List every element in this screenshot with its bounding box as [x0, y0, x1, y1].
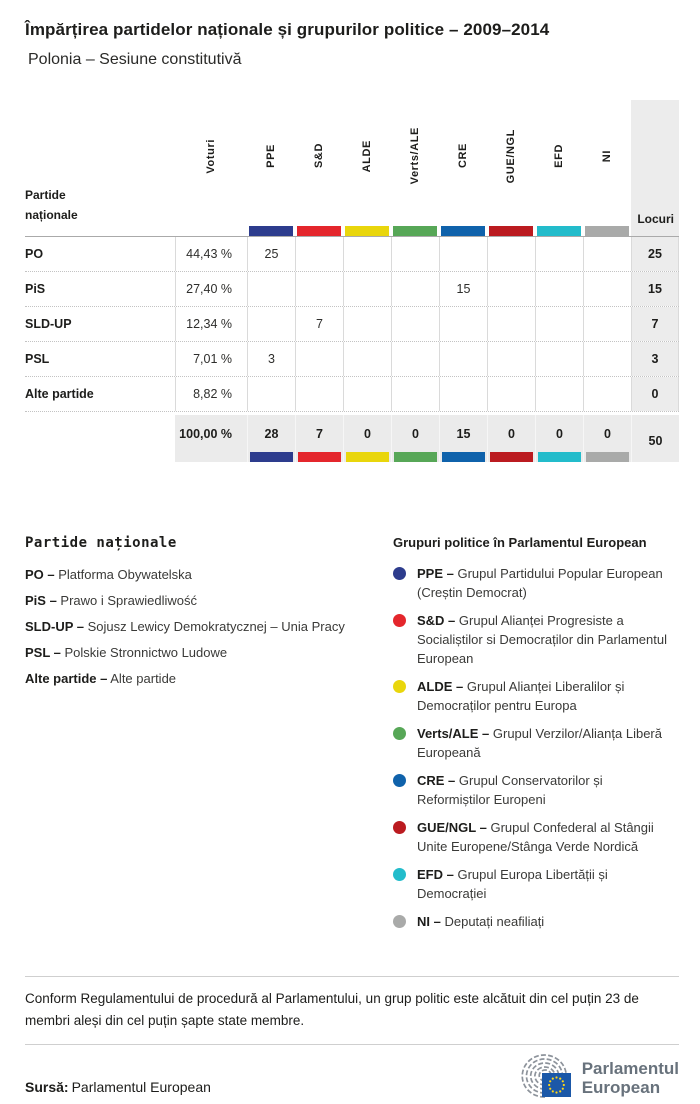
total-group-cell-ppe: 28 [247, 415, 295, 462]
group-seats-cell [535, 272, 583, 306]
group-seats-cell [487, 272, 535, 306]
total-seats-cell: 0 [631, 377, 679, 411]
group-color-bar-gue-ngl [489, 226, 533, 236]
group-column-header-ni: NI [583, 100, 631, 236]
seats-column-header: Locuri [631, 100, 679, 236]
ppe-color-dot-icon [393, 567, 406, 580]
group-seats-cell [439, 377, 487, 411]
group-color-bar-alde [346, 452, 389, 462]
votes-cell: 27,40 % [175, 272, 247, 306]
total-group-cell-efd: 0 [535, 415, 583, 462]
group-seats-cell [343, 377, 391, 411]
votes-cell: 8,82 % [175, 377, 247, 411]
total-group-cell-alde: 0 [343, 415, 391, 462]
group-seats-cell [583, 342, 631, 376]
group-seats-cell [343, 272, 391, 306]
group-color-bar-verts-ale [394, 452, 437, 462]
group-column-header-gue-ngl: GUE/NGL [487, 100, 535, 236]
party-column-header: Partide naționale [25, 188, 78, 222]
ni-color-dot-icon [393, 915, 406, 928]
table-total-row [25, 415, 679, 462]
party-name-cell: SLD-UP [25, 317, 72, 331]
table-row-psl [25, 342, 679, 377]
group-seats-cell [391, 342, 439, 376]
political-groups-legend-heading: Grupuri politice în Parlamentul European [393, 535, 647, 550]
legend-item-gue-ngl: GUE/NGL – Grupul Confederal al Stângii Unite Europene/Stânga Verde Nordică [393, 818, 679, 856]
group-seats-cell [343, 307, 391, 341]
legend-item-psl: PSL – Polskie Stronnictwo Ludowe [25, 645, 228, 660]
group-seats-cell [535, 237, 583, 271]
party-name-cell: Alte partide [25, 387, 94, 401]
legend-item-verts-ale: Verts/ALE – Grupul Verzilor/Alianța Liberă Europeană [393, 724, 679, 762]
group-seats-cell [439, 307, 487, 341]
group-seats-cell [343, 342, 391, 376]
group-seats-cell: 7 [295, 307, 343, 341]
cre-color-dot-icon [393, 774, 406, 787]
total-seats-sum-cell: 50 [631, 415, 679, 462]
legend-item-cre: CRE – Grupul Conservatorilor și Reformiștilor Europeni [393, 771, 679, 809]
group-column-header-alde: ALDE [343, 100, 391, 236]
total-seats-cell: 7 [631, 307, 679, 341]
group-seats-cell [295, 377, 343, 411]
group-seats-cell [391, 272, 439, 306]
group-seats-cell [487, 342, 535, 376]
votes-column-header: Voturi [205, 138, 217, 174]
ep-logo-wordmark: Parlamentul European [581, 1059, 679, 1097]
group-seats-cell [583, 307, 631, 341]
votes-cell: 44,43 % [175, 237, 247, 271]
group-seats-cell [391, 307, 439, 341]
total-seats-cell: 3 [631, 342, 679, 376]
votes-cell: 7,01 % [175, 342, 247, 376]
group-color-bar-ppe [250, 452, 293, 462]
group-color-bar-ni [585, 226, 629, 236]
legend-section [25, 535, 679, 940]
total-seats-cell: 25 [631, 237, 679, 271]
group-seats-cell [439, 237, 487, 271]
seats-table [25, 100, 679, 462]
table-row-alte-partide [25, 377, 679, 412]
source-text: Sursă: Parlamentul European [25, 1079, 211, 1095]
total-group-cell-cre: 15 [439, 415, 487, 462]
party-name-cell: PiS [25, 282, 46, 296]
group-seats-cell: 3 [247, 342, 295, 376]
footnote-divider-bottom [25, 1044, 679, 1045]
group-seats-cell [295, 272, 343, 306]
group-seats-cell [535, 307, 583, 341]
group-seats-cell: 15 [439, 272, 487, 306]
legend-item-pis: PiS – Prawo i Sprawiedliwość [25, 593, 197, 608]
table-row-sld-up [25, 307, 679, 342]
group-color-bar-gue-ngl [490, 452, 533, 462]
group-seats-cell: 25 [247, 237, 295, 271]
political-groups-legend [393, 535, 679, 940]
group-color-bar-ni [586, 452, 629, 462]
group-seats-cell [391, 377, 439, 411]
group-column-header-ppe: PPE [247, 100, 295, 236]
footnote-text: Conform Regulamentului de procedură al Parlamentului, un grup politic este alcătuit din cel puțin 23 de membri aleși din cel puțin șapte state membre. [25, 991, 639, 1028]
group-color-bar-sd [297, 226, 341, 236]
group-seats-cell [343, 237, 391, 271]
group-seats-cell [535, 342, 583, 376]
group-seats-cell [247, 377, 295, 411]
legend-item-sd: S&D – Grupul Alianței Progresiste a Socialiștilor si Democraților din Parlamentul European [393, 611, 679, 668]
group-color-bar-verts-ale [393, 226, 437, 236]
total-group-cell-gue-ngl: 0 [487, 415, 535, 462]
total-group-cell-ni: 0 [583, 415, 631, 462]
ep-hemicycle-icon [509, 1052, 573, 1104]
alde-color-dot-icon [393, 680, 406, 693]
table-header-row [25, 100, 679, 237]
group-column-header-cre: CRE [439, 100, 487, 236]
sd-color-dot-icon [393, 614, 406, 627]
group-seats-cell [487, 237, 535, 271]
group-color-bar-cre [442, 452, 485, 462]
legend-item-ppe: PPE – Grupul Partidului Popular European (Creștin Democrat) [393, 564, 679, 602]
verts-ale-color-dot-icon [393, 727, 406, 740]
total-seats-cell: 15 [631, 272, 679, 306]
legend-item-ni: NI – Deputați neafiliați [393, 912, 679, 931]
group-color-bar-sd [298, 452, 341, 462]
table-row-po [25, 237, 679, 272]
votes-cell: 12,34 % [175, 307, 247, 341]
page-subtitle: Polonia – Sesiune constitutivă [28, 51, 242, 68]
gue-ngl-color-dot-icon [393, 821, 406, 834]
group-color-bar-cre [441, 226, 485, 236]
group-color-bar-alde [345, 226, 389, 236]
national-parties-legend [25, 535, 393, 940]
group-seats-cell [583, 237, 631, 271]
legend-item-sld-up: SLD-UP – Sojusz Lewicy Demokratycznej – Unia Pracy [25, 619, 345, 634]
group-color-bar-ppe [249, 226, 293, 236]
source-row [25, 1052, 679, 1104]
group-seats-cell [391, 237, 439, 271]
party-name-cell: PO [25, 247, 44, 261]
table-row-pis [25, 272, 679, 307]
efd-color-dot-icon [393, 868, 406, 881]
group-seats-cell [583, 272, 631, 306]
group-color-bar-efd [537, 226, 581, 236]
total-group-cell-sd: 7 [295, 415, 343, 462]
total-group-cell-verts-ale: 0 [391, 415, 439, 462]
group-column-header-efd: EFD [535, 100, 583, 236]
group-seats-cell [295, 342, 343, 376]
national-parties-legend-heading: Partide naționale [25, 535, 177, 551]
group-column-header-sd: S&D [295, 100, 343, 236]
group-seats-cell [439, 342, 487, 376]
page-title: Împărțirea partidelor naționale și grupurilor politice – 2009–2014 [25, 20, 550, 39]
group-seats-cell [487, 307, 535, 341]
legend-item-alde: ALDE – Grupul Alianței Liberalilor și Democraților pentru Europa [393, 677, 679, 715]
group-seats-cell [247, 272, 295, 306]
group-seats-cell [583, 377, 631, 411]
legend-item-efd: EFD – Grupul Europa Libertății și Democrației [393, 865, 679, 903]
group-seats-cell [535, 377, 583, 411]
european-parliament-logo [509, 1052, 679, 1104]
group-seats-cell [247, 307, 295, 341]
group-color-bar-efd [538, 452, 581, 462]
total-votes-cell: 100,00 % [175, 415, 247, 462]
group-seats-cell [487, 377, 535, 411]
group-seats-cell [295, 237, 343, 271]
group-column-header-verts-ale: Verts/ALE [391, 100, 439, 236]
legend-item-po: PO – Platforma Obywatelska [25, 567, 192, 582]
legend-item-alte-partide: Alte partide – Alte partide [25, 671, 177, 686]
party-name-cell: PSL [25, 352, 50, 366]
